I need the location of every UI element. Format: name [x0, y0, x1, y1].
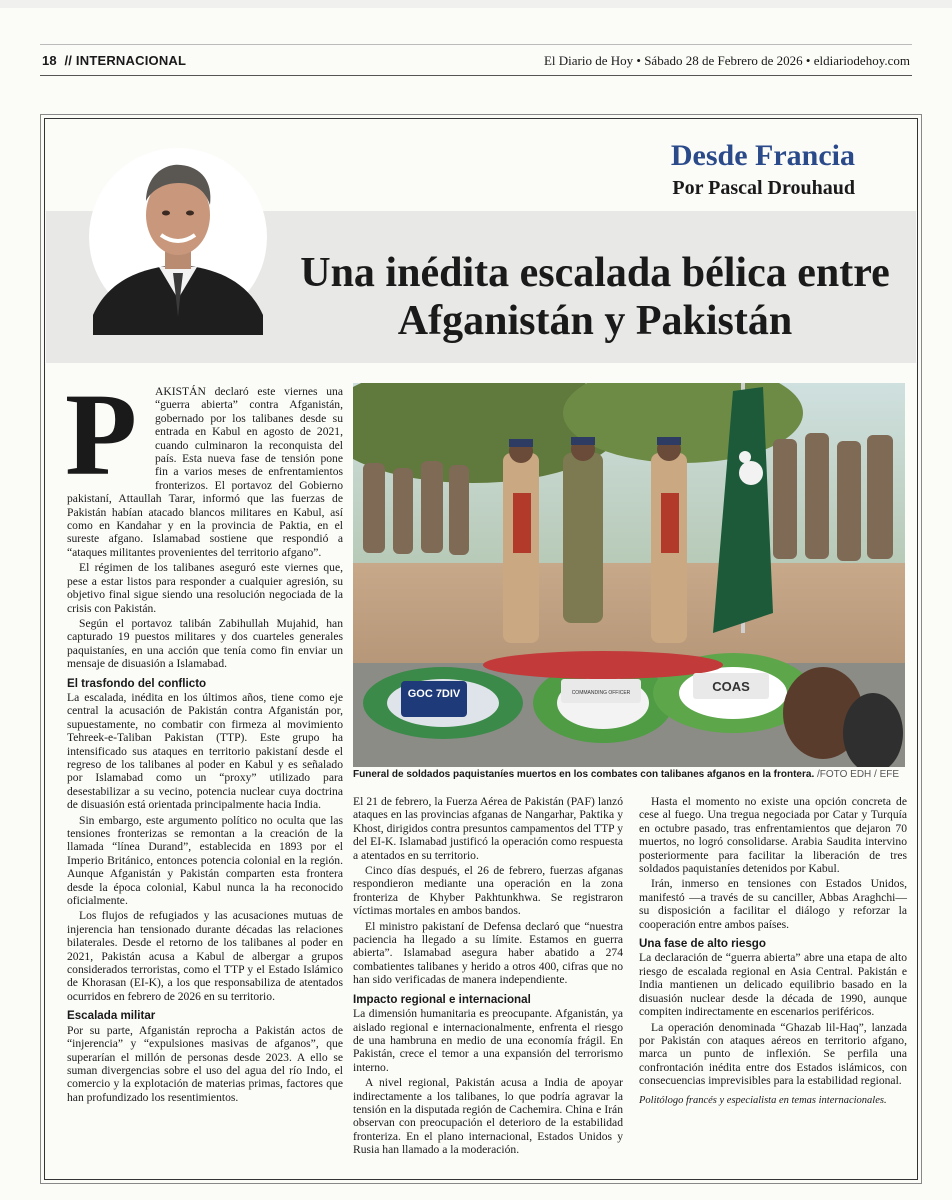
drop-cap: P	[65, 369, 138, 500]
article-paragraph: Hasta el momento no existe una opción concreta de cese al fuego. Una tregua negociada por Catar y Turquía en octubre pasado, tras enfrentamientos que dejaron 70 muertos, no logró consolidarse. Arabia Saudita intervino posteriormente para facilitar la liberación de tres soldados paquistaníes detenidos por Kabul.	[639, 795, 907, 876]
subheading: Una fase de alto riesgo	[639, 937, 766, 951]
top-strip	[0, 0, 952, 8]
photo-credit: /FOTO EDH / EFE	[817, 769, 900, 780]
article-paragraph: La operación denominada “Ghazab lil-Haq”, lanzada por Pakistán con ataques aéreos en territorio afgano, marca un punto de inflexión. Se perfila una confrontación inédita entre dos Estados islámicos, con consecuencias imprevisibles para la estabilidad regional.	[639, 1020, 907, 1088]
column-title-block	[671, 139, 855, 203]
subheading: Escalada militar	[67, 1009, 156, 1023]
wreath-tag-coas: COAS	[712, 679, 750, 694]
photo-caption	[353, 769, 905, 780]
author-signature: Politólogo francés y especialista en temas internacionales.	[639, 1094, 887, 1106]
headline: Una inédita escalada bélica entre Afganistán y Pakistán	[300, 250, 890, 344]
article-paragraph: Sin embargo, este argumento político no oculta que las tensiones fronterizas se remontan a la creación de la llamada “línea Durand”, establecida en 1893 por el Imperio Británico, entonces potencia colonial en la región. Aunque Afganistán y Pakistán comparten esta frontera desde la época colonial, Kabul nunca la ha reconocido oficialmente.	[67, 813, 343, 908]
article-paragraph: Cinco días después, el 26 de febrero, fuerzas afganas respondieron mediante una operación en la zona fronteriza de Khyber Pakhtunkhwa. Se registraron víctimas mortales en ambos bandos.	[353, 864, 623, 918]
article-paragraph: A nivel regional, Pakistán acusa a India de apoyar indirectamente a los talibanes, lo que podría agravar la tensión en la disputada región de Cachemira. China e Irán observan con preocupación el deterioro de la estabilidad fronteriza. En el plano internacional, Estados Unidos y Rusia han llamado a la moderación.	[353, 1076, 623, 1157]
page-number: 18	[42, 53, 57, 68]
funeral-photo-illustration	[353, 383, 905, 767]
article-paragraph: El ministro pakistaní de Defensa declaró que “nuestra paciencia ha llegado a su límite. Estamos en guerra abierta”. Islamabad asegura haber abatido a 274 combatientes talibanes y herido a otros 400, cifras que no han sido verificadas de manera independiente.	[353, 919, 623, 987]
wreath-tag-commanding: COMMANDING OFFICER	[571, 690, 631, 696]
article-column-1	[65, 369, 343, 1106]
article-paragraph: Los flujos de refugiados y las acusaciones mutuas de injerencia han tensionado durante décadas las relaciones bilaterales. Desde el retorno de los talibanes al poder en 2021, Pakistán acusa a Kabul de albergar a grupos considerados terroristas, como el TTP y el Estado Islámico de Khorasan (EI-K), a los que responsabiliza de atentados ocurridos en febrero de 2026 en su territorio.	[67, 909, 343, 1003]
folio-left	[42, 53, 186, 68]
article-lead: AKISTÁN declaró este viernes una “guerra abierta” contra Afganistán, gobernado por los talibanes desde su entrada en Kabul en agosto de 2021, cuando culminaron la reconquista del país. Esta nueva fase de tensión pone fin a varios meses de enfrentamientos fronterizos. El portavoz del Gobierno pakistaní, Attaullah Tarar, informó que las fuerzas de Pakistán habían atacado blancos militares en Kabul, así como en Kandahar y en la provincia de Paktia, en el sureste afgano. Islamabad sostiene que respondió a “ataques militantes provenientes del territorio afgano”.	[67, 385, 343, 559]
article-paragraph: Por su parte, Afganistán reprocha a Pakistán actos de “injerencia” y “expulsiones masivas de afganos”, que superarían el millón de personas desde 2023. A ello se suman divergencias sobre el uso del agua del río Indo, el comercio y la explotación de materias primas, factores que han profundizado los resentimientos.	[67, 1023, 343, 1104]
article-paragraph: El régimen de los talibanes aseguró este viernes que, pese a estar listos para responder a cualquier agresión, su objetivo final sigue siendo una resolución negociada de la crisis con Pakistán.	[67, 561, 343, 615]
section-name: // INTERNACIONAL	[64, 53, 187, 68]
article-paragraph: La declaración de “guerra abierta” abre una etapa de alto riesgo de escalada regional en Asia Central. Pakistán e India mantienen un delicado equilibrio basado en la disuasión nuclear desde la década de 1990, aunque compiten indirectamente en escenarios periféricos.	[639, 951, 907, 1019]
masthead-line: El Diario de Hoy • Sábado 28 de Febrero de 2026 • eldiariodehoy.com	[543, 53, 910, 68]
article-paragraph: La dimensión humanitaria es preocupante. Afganistán, ya aislado regional e internacionalmente, enfrenta el riesgo de una hambruna en medio de una economía frágil. En Pakistán, crece el temor a una expansión del terrorismo interno.	[353, 1007, 623, 1074]
article-frame	[44, 118, 918, 1180]
page-folio	[40, 44, 912, 76]
article-paragraph: La escalada, inédita en los últimos años, tiene como eje central la acusación de Pakistán contra Afganistán por, supuestamente, no combatir con firmeza al movimiento Tehreek-e-Taliban Pakistan (TTP). Este grupo ha intensificado sus ataques en territorio pakistaní desde el regreso de los talibanes al poder en Kabul y es señalado por Islamabad como un “proxy” utilizado para desestabilizar a su vecino, potencia nuclear cuya doctrina de disuasión está orientada principalmente hacia India.	[67, 690, 343, 812]
article-paragraph: Según el portavoz talibán Zabihullah Mujahid, han capturado 19 puestos militares y dos cuarteles generales paquistaníes, en una acción que tenía como fin enviar un mensaje de disuasión a Islamabad.	[67, 616, 343, 671]
wreath-tag-goc: GOC 7DIV	[407, 688, 461, 700]
article-paragraph: El 21 de febrero, la Fuerza Aérea de Pakistán (PAF) lanzó ataques en las provincias afganas de Nangarhar, Paktika y Khost, dirigidos contra presuntos campamentos del TTP y del EI-K. Islamabad justificó la operación como respuesta a atentados en su territorio.	[353, 795, 623, 862]
subheading: Impacto regional e internacional	[353, 992, 531, 1006]
byline: Por Pascal Drouhaud	[672, 177, 855, 199]
article-column-3	[639, 795, 907, 1107]
article-paragraph: Irán, inmerso en tensiones con Estados Unidos, manifestó —a través de su canciller, Abbas Araghchi— su disposición a facilitar el diálogo y reforzar la cooperación entre ambos países.	[639, 877, 907, 931]
news-photo	[353, 383, 905, 767]
article-column-2	[353, 795, 623, 1159]
caption-text: Funeral de soldados paquistaníes muertos en los combates con talibanes afganos en la frontera.	[353, 769, 815, 780]
column-name: Desde Francia	[670, 139, 855, 172]
author-photo-illustration	[89, 139, 267, 335]
subheading: El trasfondo del conflicto	[67, 676, 207, 690]
author-portrait	[89, 139, 267, 335]
